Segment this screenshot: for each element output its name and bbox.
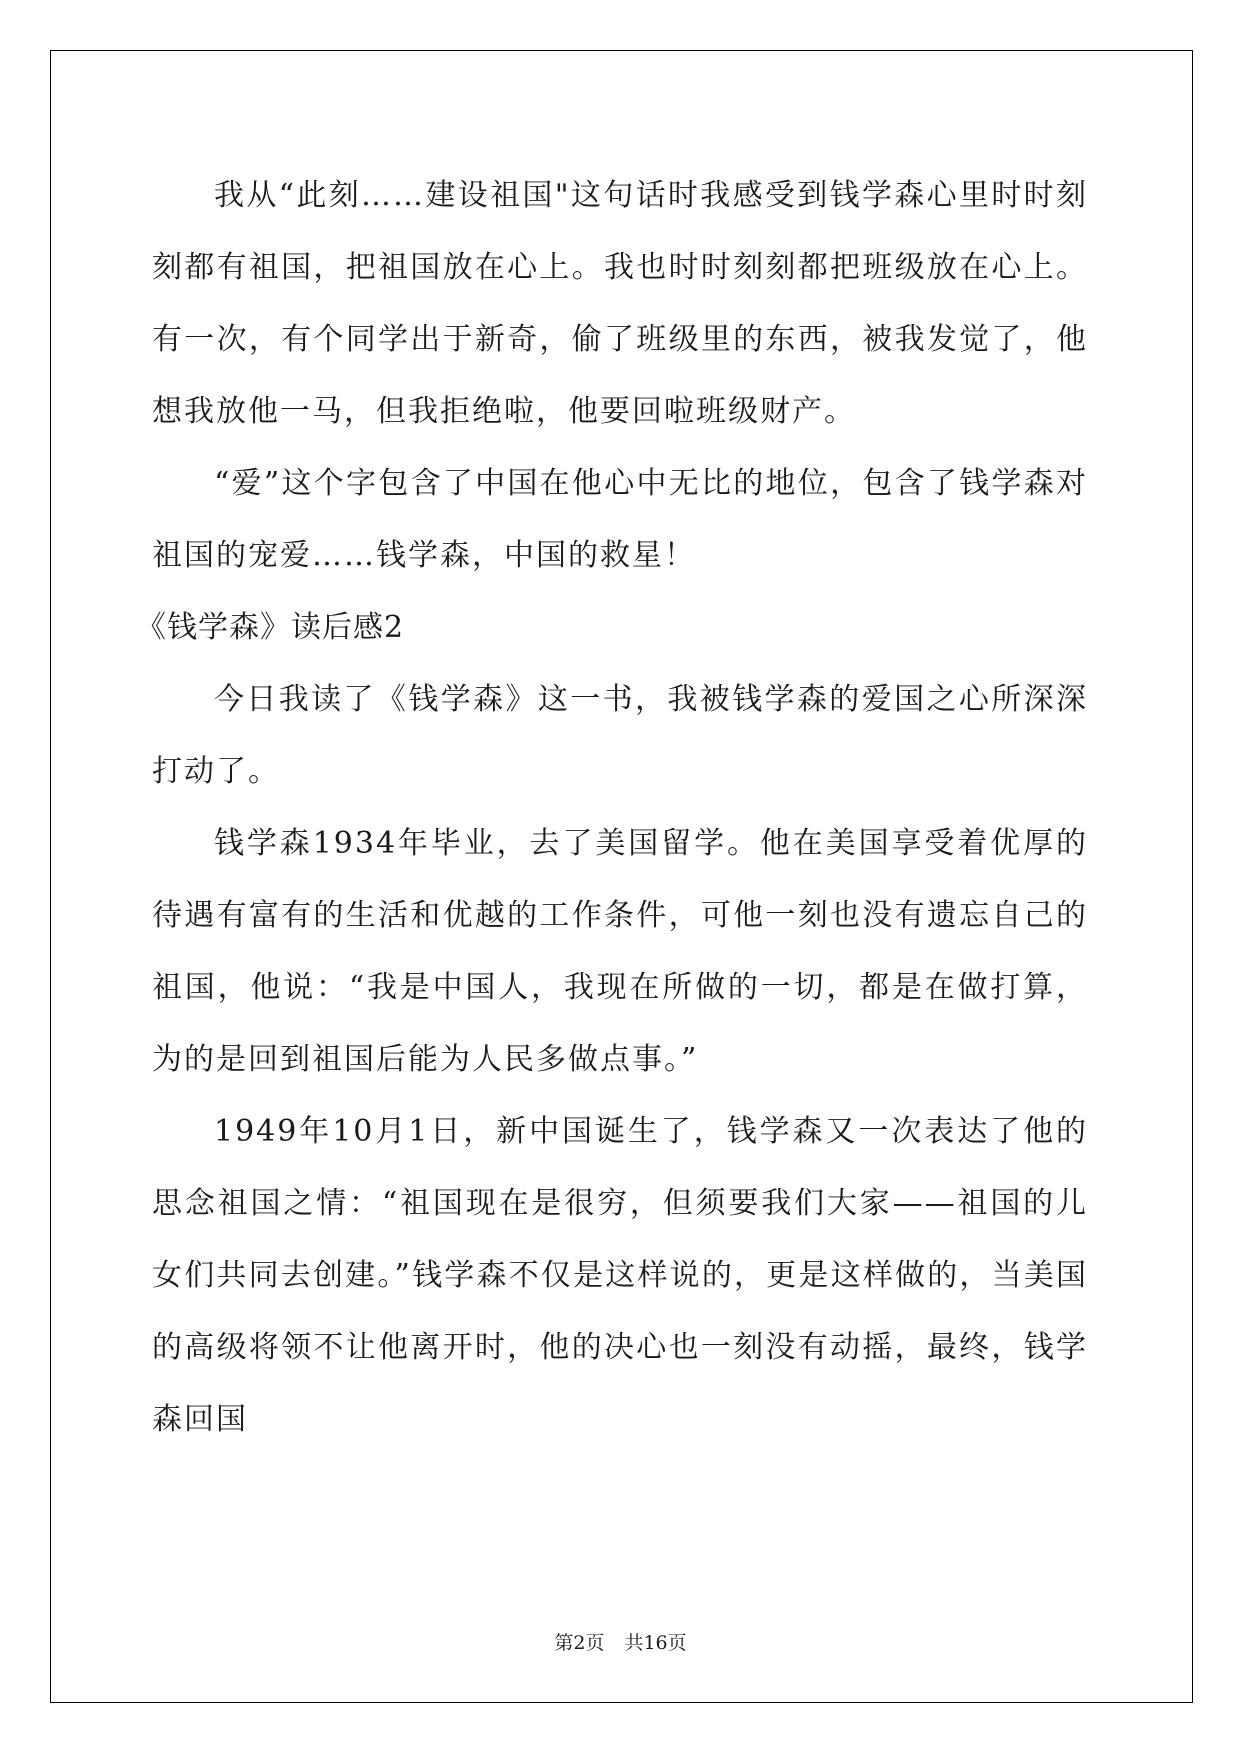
paragraph-1: 我从“此刻……建设祖国"这句话时我感受到钱学森心里时时刻刻都有祖国，把祖国放在心上。我也时时刻刻都把班级放在心上。有一次，有个同学出于新奇，偷了班级里的东西，被我发觉了，他想我放他一马，但我拒绝啦，他要回啦班级财产。 [152,178,1088,429]
paragraph-4: 钱学森1934年毕业，去了美国留学。他在美国享受着优厚的待遇有富有的生活和优越的工作条件，可他一刻也没有遗忘自己的祖国，他说：“我是中国人，我现在所做的一切，都是在做打算，为的是回到祖国后能为人民多做点事。” [152,826,1088,1077]
page-number: 第2页 [554,1632,605,1654]
paragraph-3: 今日我读了《钱学森》这一书，我被钱学森的爱国之心所深深打动了。 [152,682,1088,789]
section-heading: 《钱学森》读后感2 [136,610,405,645]
page-total: 共16页 [624,1632,687,1654]
paragraph-5: 1949年10月1日，新中国诞生了，钱学森又一次表达了他的思念祖国之情：“祖国现在是很穷，但须要我们大家——祖国的儿女们共同去创建。”钱学森不仅是这样说的，更是这样做的，当美国的高级将领不让他离开时，他的决心也一刻没有动摇，最终，钱学森回国 [152,1114,1088,1437]
page-footer [0,1631,1241,1655]
paragraph-2: “爱”这个字包含了中国在他心中无比的地位，包含了钱学森对祖国的宠爱……钱学森，中国的救星！ [152,466,1088,573]
document-body [136,160,1088,1456]
